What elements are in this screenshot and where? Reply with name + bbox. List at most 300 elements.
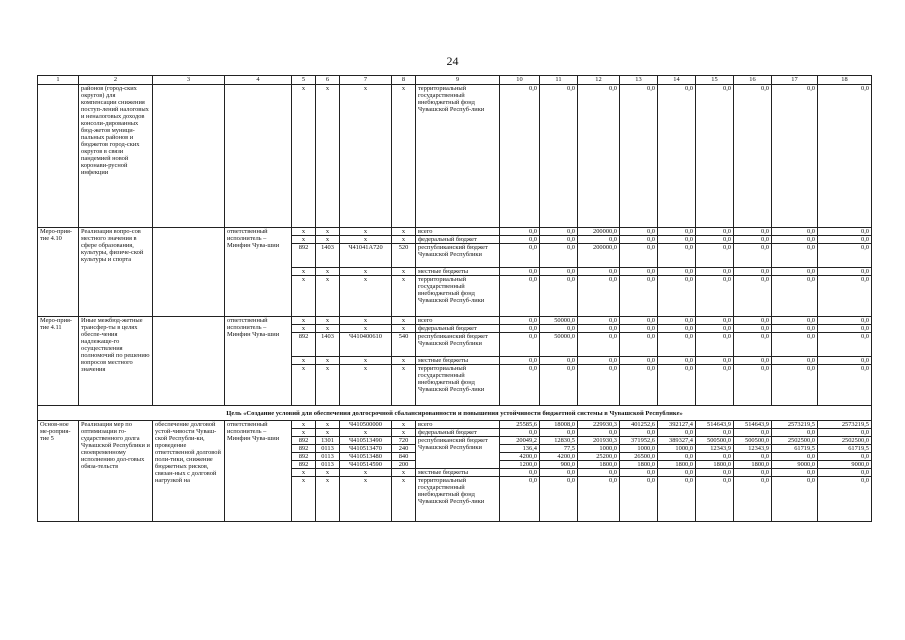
cell-col8: 240: [392, 445, 416, 453]
column-number: 11: [540, 76, 578, 85]
cell-value: 0,0: [734, 85, 772, 228]
cell-value: 0,0: [620, 469, 658, 477]
budget-table: [37, 75, 872, 522]
cell-value: 0,0: [500, 469, 540, 477]
cell-value: 0,0: [734, 477, 772, 522]
cell-value: 0,0: [620, 325, 658, 333]
cell-value: 0,0: [734, 333, 772, 357]
cell-value: 0,0: [500, 268, 540, 276]
cell-value: 0,0: [818, 469, 872, 477]
cell-source: территориальный государственный внебюджетный фонд Чувашской Респуб-лики: [416, 365, 500, 406]
cell-value: 0,0: [620, 85, 658, 228]
cell-value: 229930,3: [578, 421, 620, 429]
cell-value: 0,0: [734, 469, 772, 477]
column-number: 1: [38, 76, 79, 85]
cell-value: 2502500,0: [818, 437, 872, 445]
cell-value: 0,0: [818, 365, 872, 406]
cell-value: 0,0: [818, 477, 872, 522]
cell-value: 0,0: [772, 85, 818, 228]
cell-value: 0,0: [658, 85, 696, 228]
cell-value: 0,0: [658, 357, 696, 365]
cell-value: 0,0: [696, 365, 734, 406]
cell-value: 0,0: [540, 244, 578, 268]
cell-value: 25585,6: [500, 421, 540, 429]
cell-value: 0,0: [578, 85, 620, 228]
cell-col5: x: [292, 477, 316, 522]
cell-col6: x: [316, 325, 340, 333]
table-row: [38, 85, 872, 228]
column-number: 4: [225, 76, 292, 85]
cell-value: 0,0: [772, 325, 818, 333]
cell-col7: Ч410500000: [340, 421, 392, 429]
cell-value: 0,0: [772, 228, 818, 236]
cell-value: 0,0: [696, 317, 734, 325]
cell-col5: x: [292, 276, 316, 317]
cell-value: 0,0: [540, 477, 578, 522]
cell-goal: [153, 228, 225, 317]
column-number: 12: [578, 76, 620, 85]
cell-col6: x: [316, 477, 340, 522]
cell-value: 0,0: [696, 276, 734, 317]
column-number: 5: [292, 76, 316, 85]
cell-value: 1800,0: [734, 461, 772, 469]
cell-value: 0,0: [734, 268, 772, 276]
cell-value: 0,0: [540, 276, 578, 317]
cell-col5: x: [292, 429, 316, 437]
column-number: 16: [734, 76, 772, 85]
cell-value: 9000,0: [772, 461, 818, 469]
cell-value: 0,0: [620, 244, 658, 268]
cell-source: территориальный государственный внебюджетный фонд Чувашской Респуб-лики: [416, 85, 500, 228]
cell-col8: x: [392, 317, 416, 325]
cell-col5: x: [292, 268, 316, 276]
cell-col7: x: [340, 325, 392, 333]
cell-value: 0,0: [500, 317, 540, 325]
cell-value: 0,0: [818, 325, 872, 333]
cell-value: 0,0: [620, 236, 658, 244]
cell-col6: 0113: [316, 445, 340, 453]
cell-col6: x: [316, 268, 340, 276]
cell-value: 0,0: [578, 429, 620, 437]
cell-value: 0,0: [578, 236, 620, 244]
column-number: 18: [818, 76, 872, 85]
cell-col7: x: [340, 236, 392, 244]
cell-value: 0,0: [696, 268, 734, 276]
cell-col7: Ч410513490: [340, 437, 392, 445]
cell-value: 0,0: [500, 276, 540, 317]
cell-col7: x: [340, 357, 392, 365]
cell-source: республиканский бюджет Чувашской Республики: [416, 244, 500, 268]
cell-value: 0,0: [620, 357, 658, 365]
cell-col7: x: [340, 85, 392, 228]
cell-col7: x: [340, 477, 392, 522]
table-row: [38, 421, 872, 429]
column-number: 15: [696, 76, 734, 85]
cell-value: 0,0: [500, 333, 540, 357]
cell-description: Иные межбюд-жетные трансфер-ты в целях обеспе-чения надлежаще-го осуществления полномочий по решению вопросов местного значения: [79, 317, 153, 406]
cell-col5: 892: [292, 244, 316, 268]
cell-source: территориальный государственный внебюджетный фонд Чувашской Респуб-лики: [416, 477, 500, 522]
table-row: [38, 317, 872, 325]
cell-value: 0,0: [540, 228, 578, 236]
cell-source: местные бюджеты: [416, 357, 500, 365]
cell-value: 371952,6: [620, 437, 658, 445]
cell-col6: x: [316, 317, 340, 325]
cell-value: 25200,0: [578, 453, 620, 461]
cell-col6: 1403: [316, 333, 340, 357]
cell-col6: x: [316, 85, 340, 228]
cell-col7: Ч410514590: [340, 461, 392, 469]
cell-value: 0,0: [578, 325, 620, 333]
cell-col7: Ч410400610: [340, 333, 392, 357]
cell-value: 0,0: [696, 357, 734, 365]
cell-value: 514643,9: [696, 421, 734, 429]
cell-value: 0,0: [696, 429, 734, 437]
cell-value: 1000,0: [578, 445, 620, 453]
cell-value: 1000,0: [658, 445, 696, 453]
cell-col5: x: [292, 469, 316, 477]
cell-value: 0,0: [658, 228, 696, 236]
cell-role: ответственный исполнитель – Минфин Чува-шии: [225, 421, 292, 522]
cell-source: всего: [416, 317, 500, 325]
cell-value: 0,0: [658, 469, 696, 477]
cell-value: 12830,5: [540, 437, 578, 445]
cell-value: 0,0: [620, 333, 658, 357]
column-number: 9: [416, 76, 500, 85]
cell-col7: x: [340, 317, 392, 325]
goal-row: [38, 406, 872, 421]
cell-value: 136,4: [500, 445, 540, 453]
cell-source: федеральный бюджет: [416, 429, 500, 437]
cell-value: 0,0: [620, 429, 658, 437]
cell-col8: x: [392, 469, 416, 477]
cell-value: 0,0: [772, 477, 818, 522]
cell-col8: x: [392, 325, 416, 333]
cell-value: 0,0: [540, 357, 578, 365]
cell-value: 77,5: [540, 445, 578, 453]
table-row: [38, 228, 872, 236]
cell-col8: x: [392, 357, 416, 365]
cell-col6: x: [316, 357, 340, 365]
cell-col5: 892: [292, 445, 316, 453]
cell-value: 0,0: [500, 325, 540, 333]
cell-col5: x: [292, 317, 316, 325]
cell-value: 2573219,5: [818, 421, 872, 429]
cell-col5: x: [292, 357, 316, 365]
cell-value: 1800,0: [696, 461, 734, 469]
cell-value: 2573219,5: [772, 421, 818, 429]
cell-value: 1800,0: [620, 461, 658, 469]
cell-value: 1200,0: [500, 461, 540, 469]
cell-value: 200000,0: [578, 228, 620, 236]
cell-value: 0,0: [734, 429, 772, 437]
cell-source: федеральный бюджет: [416, 236, 500, 244]
cell-col7: x: [340, 228, 392, 236]
cell-value: 0,0: [500, 236, 540, 244]
cell-col5: x: [292, 228, 316, 236]
cell-value: 12343,9: [734, 445, 772, 453]
cell-value: 1800,0: [578, 461, 620, 469]
cell-col5: x: [292, 421, 316, 429]
cell-value: 12343,9: [696, 445, 734, 453]
cell-col5: 892: [292, 333, 316, 357]
cell-value: 0,0: [818, 453, 872, 461]
cell-value: 0,0: [772, 453, 818, 461]
cell-source: федеральный бюджет: [416, 325, 500, 333]
cell-value: 0,0: [772, 236, 818, 244]
cell-value: 0,0: [818, 268, 872, 276]
cell-value: 50000,0: [540, 333, 578, 357]
cell-source: всего: [416, 421, 500, 429]
cell-value: 0,0: [620, 228, 658, 236]
cell-value: 0,0: [620, 276, 658, 317]
column-number: 14: [658, 76, 696, 85]
cell-col6: 1301: [316, 437, 340, 445]
cell-col6: x: [316, 429, 340, 437]
column-number: 8: [392, 76, 416, 85]
cell-value: 500500,0: [696, 437, 734, 445]
cell-value: 0,0: [696, 469, 734, 477]
cell-value: 0,0: [578, 268, 620, 276]
cell-value: 0,0: [500, 357, 540, 365]
cell-value: 0,0: [772, 268, 818, 276]
cell-value: 0,0: [658, 365, 696, 406]
cell-value: 0,0: [772, 333, 818, 357]
goal-title: Цель «Создание условий для обеспечения долгосрочной сбалансированности и повышения устойчивости бюджетной системы в Чувашской Республике»: [38, 406, 872, 421]
cell-col8: 200: [392, 461, 416, 469]
cell-value: 0,0: [540, 469, 578, 477]
cell-role: ответственный исполнитель – Минфин Чува-шии: [225, 317, 292, 406]
cell-value: 0,0: [578, 276, 620, 317]
cell-value: 0,0: [818, 85, 872, 228]
cell-value: 0,0: [734, 325, 772, 333]
cell-value: 0,0: [658, 429, 696, 437]
cell-value: 0,0: [734, 453, 772, 461]
cell-col6: 0113: [316, 453, 340, 461]
cell-value: 0,0: [734, 357, 772, 365]
column-number: 17: [772, 76, 818, 85]
cell-col5: x: [292, 325, 316, 333]
cell-value: 0,0: [540, 429, 578, 437]
cell-source: местные бюджеты: [416, 469, 500, 477]
cell-value: 0,0: [578, 317, 620, 325]
cell-value: 0,0: [696, 333, 734, 357]
cell-col8: 720: [392, 437, 416, 445]
cell-col8: x: [392, 429, 416, 437]
cell-source: республиканский бюджет Чувашской Республики: [416, 333, 500, 357]
cell-value: 0,0: [818, 317, 872, 325]
cell-value: 0,0: [658, 453, 696, 461]
cell-description: Реализация мер по оптимизации го-сударственного долга Чувашской Республики и своевременному исполнению дол-говых обяза-тельств: [79, 421, 153, 522]
cell-value: 0,0: [818, 333, 872, 357]
cell-value: 61719,5: [818, 445, 872, 453]
cell-value: 0,0: [578, 469, 620, 477]
cell-value: 26500,0: [620, 453, 658, 461]
cell-value: 200000,0: [578, 244, 620, 268]
cell-value: 0,0: [500, 477, 540, 522]
cell-description: районов (город-ских округов) для компенсации снижения поступ-лений налоговых и неналоговых доходов консоли-дированных бюд-жетов муници-пальных районов и бюджетов город-ских округов в связи пандемией новой коронави-русной инфекции: [79, 85, 153, 228]
cell-value: 0,0: [658, 325, 696, 333]
cell-code: Основ-ное ме-роприя-тие 5: [38, 421, 79, 522]
cell-col8: x: [392, 85, 416, 228]
column-number: 2: [79, 76, 153, 85]
cell-value: 0,0: [734, 228, 772, 236]
cell-value: 0,0: [818, 276, 872, 317]
cell-code: Меро-прия-тие 4.11: [38, 317, 79, 406]
cell-value: 61719,5: [772, 445, 818, 453]
cell-value: 0,0: [658, 244, 696, 268]
cell-value: 4200,0: [500, 453, 540, 461]
cell-col6: x: [316, 228, 340, 236]
cell-source: территориальный государственный внебюджетный фонд Чувашской Респуб-лики: [416, 276, 500, 317]
cell-value: 389327,4: [658, 437, 696, 445]
cell-col8: x: [392, 365, 416, 406]
cell-value: 0,0: [818, 429, 872, 437]
cell-value: 4200,0: [540, 453, 578, 461]
cell-value: 0,0: [772, 357, 818, 365]
cell-value: 0,0: [696, 236, 734, 244]
cell-col5: x: [292, 365, 316, 406]
cell-value: 0,0: [500, 429, 540, 437]
cell-value: 0,0: [696, 477, 734, 522]
cell-value: 0,0: [772, 469, 818, 477]
cell-col5: 892: [292, 461, 316, 469]
cell-value: 0,0: [578, 357, 620, 365]
cell-value: 0,0: [500, 365, 540, 406]
cell-col6: x: [316, 236, 340, 244]
cell-value: 0,0: [734, 365, 772, 406]
cell-value: 0,0: [578, 477, 620, 522]
cell-value: 0,0: [818, 357, 872, 365]
cell-col6: 1403: [316, 244, 340, 268]
cell-col8: x: [392, 228, 416, 236]
cell-value: 0,0: [696, 325, 734, 333]
cell-value: 0,0: [696, 453, 734, 461]
cell-value: 0,0: [658, 333, 696, 357]
cell-value: 0,0: [772, 317, 818, 325]
cell-value: 1000,0: [620, 445, 658, 453]
cell-value: 0,0: [734, 236, 772, 244]
cell-value: 50000,0: [540, 317, 578, 325]
column-number: 7: [340, 76, 392, 85]
cell-value: 20049,2: [500, 437, 540, 445]
cell-value: 401252,6: [620, 421, 658, 429]
cell-description: Реализация вопро-сов местного значения в сфере образования, культуры, физиче-ской культуры и спорта: [79, 228, 153, 317]
cell-value: 9000,0: [818, 461, 872, 469]
cell-col5: 892: [292, 437, 316, 445]
cell-value: 1800,0: [658, 461, 696, 469]
cell-value: 0,0: [500, 85, 540, 228]
cell-value: 0,0: [578, 365, 620, 406]
cell-value: 0,0: [658, 236, 696, 244]
page-number: 24: [446, 54, 459, 68]
cell-value: 0,0: [620, 365, 658, 406]
cell-value: 0,0: [540, 268, 578, 276]
cell-value: 0,0: [696, 244, 734, 268]
cell-value: 0,0: [658, 477, 696, 522]
cell-goal: обеспечение долговой устой-чивости Чуваш-ской Республи-ки, проведение ответственной долговой поли-тики, снижение бюджетных рисков, связан-ных с долговой нагрузкой на: [153, 421, 225, 522]
cell-value: 0,0: [620, 268, 658, 276]
column-number: 13: [620, 76, 658, 85]
cell-col8: x: [392, 276, 416, 317]
cell-value: 0,0: [540, 236, 578, 244]
cell-value: 0,0: [696, 228, 734, 236]
cell-value: 0,0: [658, 276, 696, 317]
cell-value: 0,0: [818, 244, 872, 268]
cell-col8: x: [392, 421, 416, 429]
cell-value: 201930,3: [578, 437, 620, 445]
cell-col6: x: [316, 421, 340, 429]
cell-value: 0,0: [772, 365, 818, 406]
cell-value: 0,0: [658, 317, 696, 325]
cell-col5: 892: [292, 453, 316, 461]
cell-value: 0,0: [818, 236, 872, 244]
cell-col6: 0113: [316, 461, 340, 469]
cell-col5: x: [292, 85, 316, 228]
cell-value: 0,0: [734, 276, 772, 317]
cell-col5: x: [292, 236, 316, 244]
cell-col7: Ч410513470: [340, 445, 392, 453]
cell-col7: x: [340, 469, 392, 477]
cell-value: 900,0: [540, 461, 578, 469]
cell-value: 0,0: [620, 477, 658, 522]
cell-col6: x: [316, 469, 340, 477]
cell-source: всего: [416, 228, 500, 236]
cell-value: 0,0: [540, 85, 578, 228]
cell-value: 0,0: [540, 325, 578, 333]
cell-value: 0,0: [734, 244, 772, 268]
cell-value: 392127,4: [658, 421, 696, 429]
cell-col7: x: [340, 268, 392, 276]
cell-value: 18008,0: [540, 421, 578, 429]
cell-value: 0,0: [734, 317, 772, 325]
cell-col8: 520: [392, 244, 416, 268]
header-row: [38, 76, 872, 85]
cell-value: 0,0: [500, 228, 540, 236]
cell-col7: x: [340, 276, 392, 317]
cell-value: 0,0: [818, 228, 872, 236]
cell-value: 0,0: [578, 333, 620, 357]
cell-source: республиканский бюджет Чувашской Республики: [416, 437, 500, 469]
cell-col6: x: [316, 365, 340, 406]
cell-value: 0,0: [772, 276, 818, 317]
cell-col7: x: [340, 365, 392, 406]
cell-code: Меро-прия-тие 4.10: [38, 228, 79, 317]
cell-value: 0,0: [658, 268, 696, 276]
cell-goal: [153, 85, 225, 228]
cell-col6: x: [316, 276, 340, 317]
cell-value: 0,0: [540, 365, 578, 406]
column-number: 3: [153, 76, 225, 85]
cell-value: 0,0: [772, 429, 818, 437]
column-number: 6: [316, 76, 340, 85]
cell-value: 500500,0: [734, 437, 772, 445]
cell-value: 514643,9: [734, 421, 772, 429]
cell-col8: x: [392, 477, 416, 522]
cell-value: 0,0: [500, 244, 540, 268]
cell-role: ответственный исполнитель – Минфин Чува-шии: [225, 228, 292, 317]
cell-value: 0,0: [772, 244, 818, 268]
cell-value: 0,0: [620, 317, 658, 325]
cell-col7: x: [340, 429, 392, 437]
cell-role: [225, 85, 292, 228]
cell-value: 0,0: [696, 85, 734, 228]
cell-value: 2502500,0: [772, 437, 818, 445]
column-number: 10: [500, 76, 540, 85]
cell-col8: x: [392, 268, 416, 276]
cell-code: [38, 85, 79, 228]
cell-col7: Ч41041А720: [340, 244, 392, 268]
